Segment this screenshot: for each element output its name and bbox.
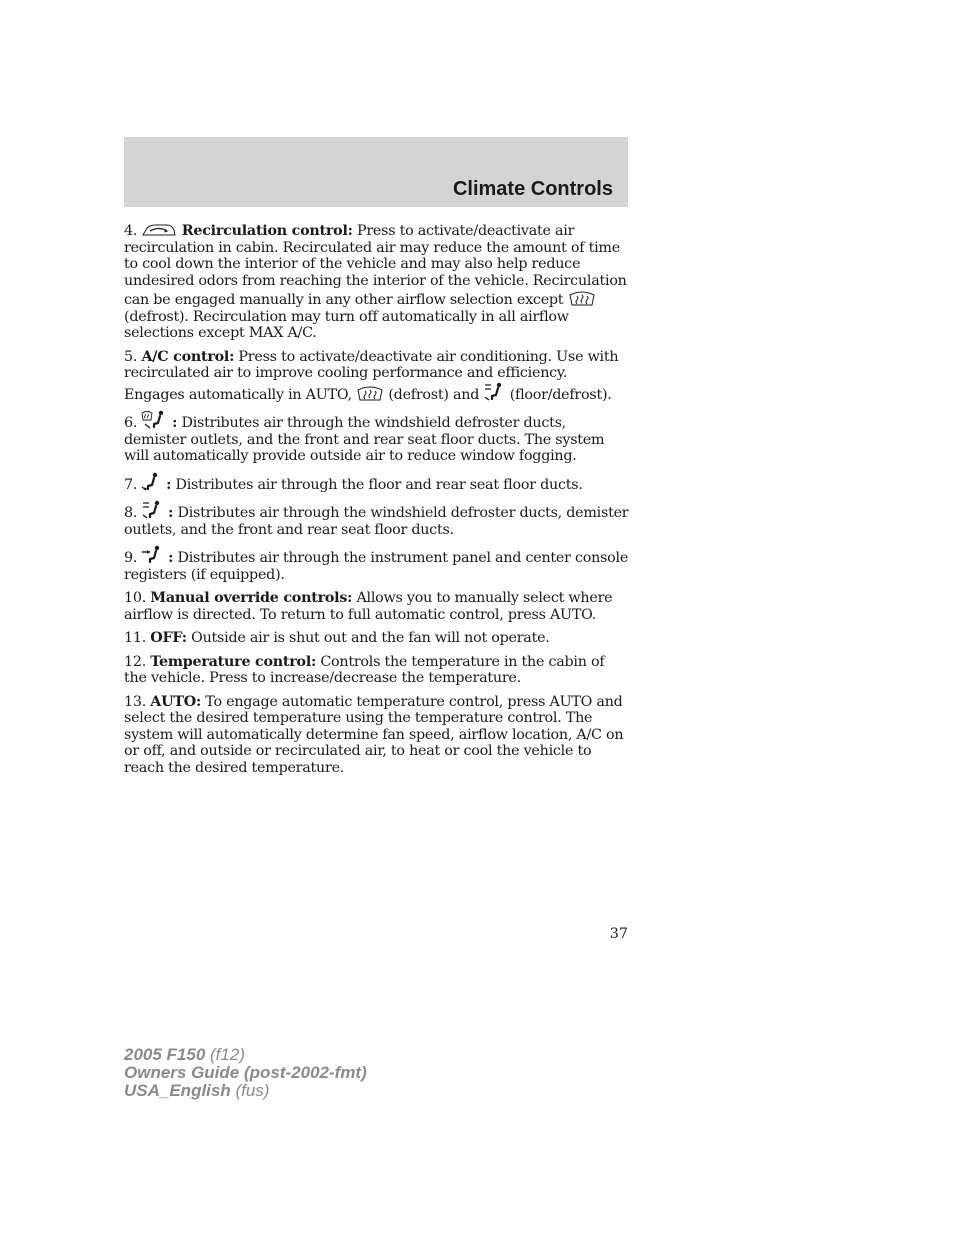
item-off — [124, 630, 630, 647]
item-term: : — [163, 505, 174, 521]
section-header-bar — [124, 137, 628, 207]
item-mode-6 — [124, 410, 630, 465]
footer-model: 2005 F150 — [124, 1045, 206, 1064]
footer-line-2 — [124, 1064, 367, 1082]
item-mode-8 — [124, 500, 630, 538]
item-text: Distributes air through the instrument panel and center console registers (if equipped). — [124, 550, 629, 583]
item-text: Allows you to manually select where airflow is directed. To return to full automatic control, press AUTO. — [124, 590, 613, 623]
item-text: Press to activate/deactivate air conditioning. Use with recirculated air to improve cooling performance and efficiency. Engages automatically in AUTO, — [124, 348, 619, 403]
defrost-floor-icon — [141, 410, 167, 430]
item-auto — [124, 694, 630, 777]
floor-defrost-icon — [483, 382, 505, 402]
item-number: 11. — [124, 630, 146, 646]
item-term: Manual override controls: — [150, 590, 353, 606]
item-number: 7. — [124, 476, 138, 493]
item-number: 9. — [124, 550, 138, 566]
item-text: Press to activate/deactivate air recirculation in cabin. Recirculated air may reduce the amount of time to cool down the interior of the vehicle and may also help reduce undesired odors from reaching the interior of the vehicle. Recirculation can be engaged manually in any other airflow selection except — [124, 223, 627, 308]
item-manual-override — [124, 590, 630, 623]
footer-line-1 — [124, 1046, 367, 1064]
page-number: 37 — [609, 926, 628, 942]
item-temperature-control — [124, 654, 630, 687]
item-ac-control — [124, 349, 630, 404]
item-text: (defrost). Recirculation may turn off automatically in all airflow selections except MAX A/C. — [124, 308, 569, 341]
defrost-icon — [356, 384, 384, 402]
item-number: 12. — [124, 653, 146, 670]
item-text: Distributes air through the floor and rear seat floor ducts. — [171, 476, 583, 493]
footer-guide: Owners Guide (post-2002-fmt) — [124, 1063, 367, 1082]
item-mode-7 — [124, 472, 630, 494]
item-recirculation — [124, 222, 630, 342]
floor-icon — [141, 472, 161, 492]
section-title: Climate Controls — [452, 178, 613, 200]
floor-defrost-icon — [141, 500, 163, 520]
item-number: 8. — [124, 505, 138, 521]
recirculation-icon — [141, 222, 177, 238]
item-text: (floor/defrost). — [505, 386, 612, 403]
item-term: : — [163, 550, 174, 566]
item-text: To engage automatic temperature control, press AUTO and select the desired temperature using the temperature control. The system will automatically determine fan speed, airflow location, A/C on or off, and outside or recirculated air, to heat or cool the vehicle to reach the desired temperature. — [124, 693, 624, 776]
footer-model-code: (f12) — [205, 1045, 245, 1064]
item-number: 5. — [124, 348, 138, 365]
defrost-icon — [568, 289, 596, 307]
panel-icon — [141, 545, 163, 565]
item-text: (defrost) and — [384, 386, 484, 403]
item-mode-9 — [124, 545, 630, 583]
item-text: Distributes air through the windshield defroster ducts, demister outlets, and the front and rear seat floor ducts. The system will automatically provide outside air to reduce window fogging. — [124, 415, 605, 464]
item-number: 6. — [124, 415, 138, 431]
footer-line-3 — [124, 1082, 367, 1100]
item-term: OFF: — [150, 630, 187, 646]
footer-language-code: (fus) — [230, 1081, 270, 1100]
item-term: Temperature control: — [150, 653, 317, 670]
item-text: Outside air is shut out and the fan will not operate. — [186, 630, 550, 646]
content-column — [124, 222, 630, 783]
item-number: 10. — [124, 590, 146, 606]
item-text: Distributes air through the windshield defroster ducts, demister outlets, and the front and rear seat floor ducts. — [124, 505, 629, 538]
item-number: 13. — [124, 693, 146, 710]
item-term: : — [167, 415, 178, 431]
item-term: A/C control: — [141, 348, 235, 365]
footer-language: USA_English — [124, 1081, 231, 1100]
item-term: AUTO: — [150, 693, 201, 710]
item-term: : — [161, 476, 172, 493]
item-text: Controls the temperature in the cabin of the vehicle. Press to increase/decrease the temperature. — [124, 653, 605, 686]
document-footer — [124, 1046, 367, 1100]
item-number: 4. — [124, 223, 138, 239]
item-term: Recirculation control: — [181, 223, 353, 239]
